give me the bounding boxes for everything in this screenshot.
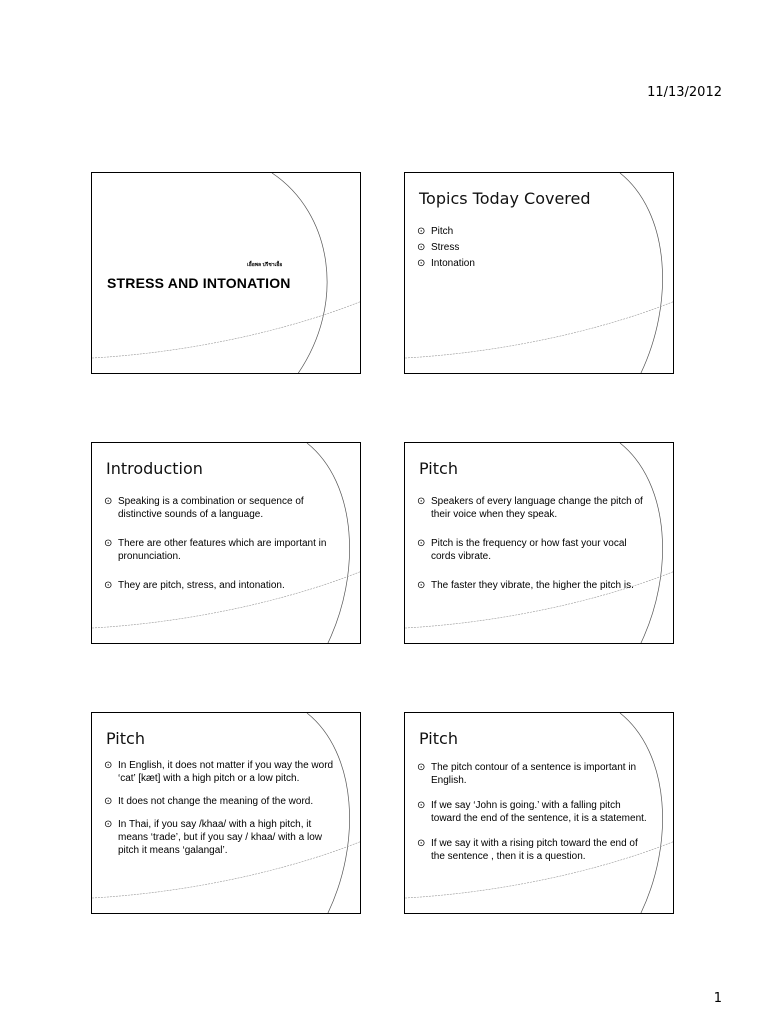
slide-title: Pitch (419, 729, 458, 748)
list-item: ⊙ The pitch contour of a sentence is important in English. (417, 762, 637, 786)
slide-title: Pitch (419, 459, 458, 478)
bullet-icon: ⊙ (104, 496, 113, 507)
bullet-icon: ⊙ (104, 760, 113, 771)
list-item: ⊙ There are other features which are important in pronunciation. (104, 538, 327, 562)
bullet-list (417, 495, 649, 608)
bullet-icon: ⊙ (417, 800, 426, 811)
list-item: ⊙ Stress (417, 242, 460, 253)
slide-2-topics (404, 172, 674, 374)
slide-1-title (91, 172, 361, 374)
bullet-icon: ⊙ (417, 496, 426, 507)
curve-decoration (92, 173, 361, 374)
bullet-icon: ⊙ (417, 838, 426, 849)
bullet-list (417, 761, 649, 879)
list-item: ⊙ They are pitch, stress, and intonation. (104, 580, 285, 591)
slide-5-pitch (91, 712, 361, 914)
slide-title: STRESS AND INTONATION (107, 275, 291, 291)
bullet-icon: ⊙ (104, 580, 113, 591)
list-item: ⊙ If we say ‘John is going.’ with a falling pitch toward the end of the sentence, it is a statement. (417, 800, 647, 824)
slide-title: Introduction (106, 459, 203, 478)
slide-subtitle: เอื้อพล ปรีชาเอื้อ (247, 262, 283, 268)
list-item: ⊙ In Thai, if you say /khaa/ with a high pitch, it means ‘trade’, but if you say / khaa/ with a low pitch it means ‘galangal’. (104, 819, 322, 856)
bullet-list (104, 495, 336, 608)
bullet-list (417, 225, 649, 273)
bullet-icon: ⊙ (417, 580, 426, 591)
slide-title: Topics Today Covered (419, 189, 591, 208)
bullet-icon: ⊙ (104, 796, 113, 807)
bullet-icon: ⊙ (417, 258, 426, 269)
bullet-icon: ⊙ (104, 538, 113, 549)
list-item: ⊙ In English, it does not matter if you way the word ‘cat’ [kæt] with a high pitch or a low pitch. (104, 760, 334, 784)
bullet-icon: ⊙ (417, 226, 426, 237)
list-item: ⊙ Pitch is the frequency or how fast your vocal cords vibrate. (417, 538, 627, 562)
list-item: ⊙ Pitch (417, 226, 454, 237)
slide-4-pitch (404, 442, 674, 644)
bullet-list (104, 759, 336, 873)
list-item: ⊙ Speaking is a combination or sequence of distinctive sounds of a language. (104, 496, 304, 520)
list-item: ⊙ It does not change the meaning of the word. (104, 796, 314, 807)
page-number: 1 (713, 991, 722, 1006)
bullet-icon: ⊙ (417, 762, 426, 773)
bullet-icon: ⊙ (417, 538, 426, 549)
list-item: ⊙ If we say it with a rising pitch toward the end of the sentence , then it is a question. (417, 838, 638, 862)
list-item: ⊙ Speakers of every language change the pitch of their voice when they speak. (417, 496, 643, 520)
slide-3-introduction (91, 442, 361, 644)
document-date: 11/13/2012 (647, 85, 722, 100)
list-item: ⊙ The faster they vibrate, the higher the pitch is. (417, 580, 634, 591)
slide-6-pitch (404, 712, 674, 914)
bullet-icon: ⊙ (417, 242, 426, 253)
bullet-icon: ⊙ (104, 819, 113, 830)
list-item: ⊙ Intonation (417, 258, 475, 269)
slide-title: Pitch (106, 729, 145, 748)
